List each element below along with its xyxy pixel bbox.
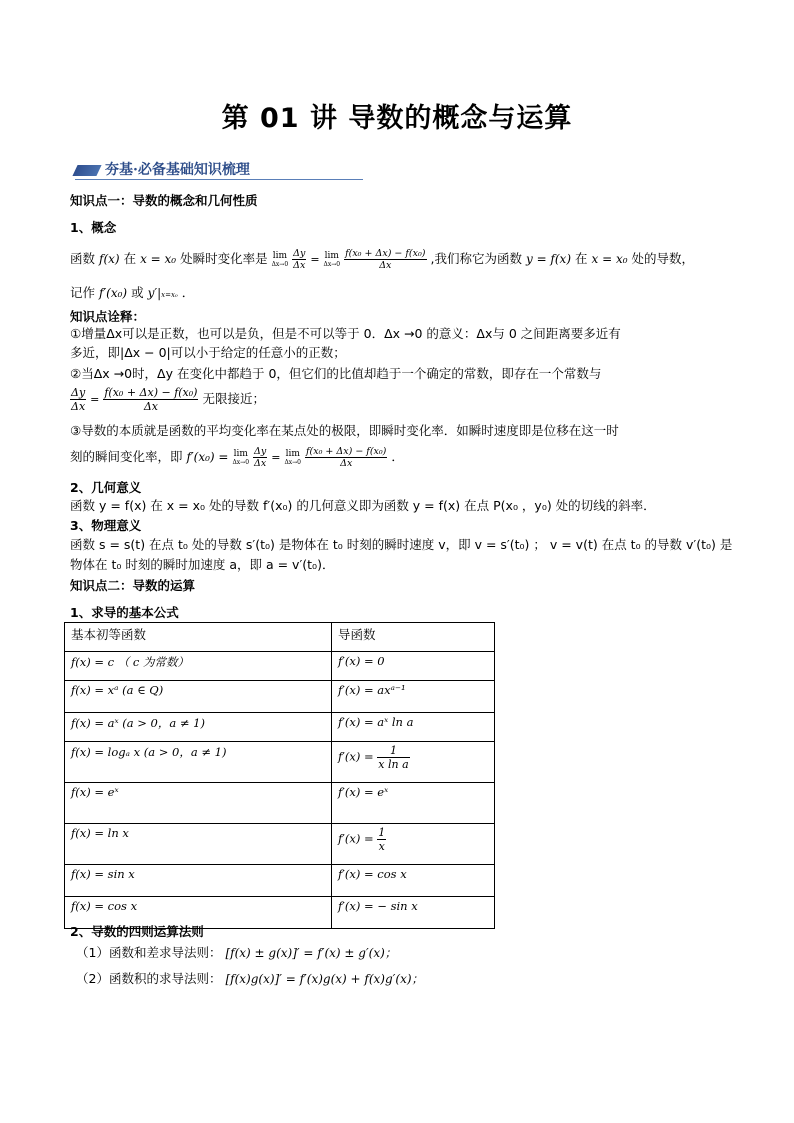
table-cell: f′(x) = aˣ ln a [332,713,495,742]
numerator: Δy [293,248,306,259]
text: 在 [575,251,588,266]
knowledge-point-2: 知识点二：导数的运算 [70,578,196,593]
text: 无限接近； [202,391,265,406]
denominator: Δx [340,458,353,469]
text: 处的导数， [631,251,695,266]
table-cell: f(x) = aˣ (a > 0，a ≠ 1) [65,713,332,742]
table-row [65,713,495,742]
formula: f′(x₀) = [186,450,229,464]
numerator: Δy [71,386,86,399]
formula: x = x₀ [591,252,628,266]
table-row [65,865,495,897]
heading-rules: 2、导数的四则运算法则 [70,924,204,939]
heading-concept: 1、概念 [70,220,117,235]
text: 处瞬时变化率是 [180,251,268,266]
explanation-2: ②当Δx →0时，Δy 在变化中都趋于 0，但它们的比值却趋于一个确定的常数，即存在一个常数与 [70,366,602,381]
table-cell: f(x) = eˣ [65,783,332,824]
table-cell [332,742,495,783]
fraction [377,826,386,853]
rule-product [76,971,424,987]
lim-text: lim [233,448,248,459]
formula: f′(x) = [338,831,374,846]
formula-sub: x=x₀ [161,291,178,299]
fraction-dy-dx [70,386,86,413]
explanation-3: ③导数的本质就是函数的平均变化率在某点处的极限，即瞬时变化率．如瞬时速度即是位移在这一时 [70,423,619,438]
text: 或 [131,285,144,300]
table-row [65,681,495,713]
numerator: f(x₀ + Δx) − f(x₀) [305,446,387,457]
heading-geometric: 2、几何意义 [70,480,142,495]
table-cell: f(x) = ln x [65,824,332,865]
table-cell: f(x) = sin x [65,865,332,897]
denominator: x [378,840,385,853]
formula: x = x₀ [140,252,177,266]
banner-underline [75,179,363,180]
lim-sub: Δx→0 [323,260,341,268]
text: ． [181,285,195,300]
table-row [65,742,495,783]
denominator: Δx [254,458,267,469]
table-cell: f(x) = c （ c 为常数） [65,652,332,681]
text: 函数 [70,251,96,266]
formula: y = f(x) [525,252,572,266]
lim-text: lim [272,250,287,261]
table-header: 基本初等函数 [65,623,332,652]
geometric-meaning: 函数 y = f(x) 在 x = x₀ 处的导数 f′(x₀) 的几何意义即为函数 y = f(x) 在点 P(x₀ ，y₀) 处的切线的斜率． [70,498,656,513]
numerator: f(x₀ + Δx) − f(x₀) [104,386,198,399]
explanation-1b: 多近，即|Δx − 0|可以小于给定的任意小的正数； [70,345,346,360]
formula: f′(x₀) [99,286,128,300]
fraction-difference-quotient [103,386,198,413]
formula: f′(x) = [338,749,374,764]
denominator: Δx [143,400,158,413]
explanation-heading: 知识点诠释： [70,309,146,324]
table-header-row [65,623,495,652]
limit-symbol [284,450,301,466]
table-cell [332,824,495,865]
fraction-difference-quotient [344,248,426,271]
text: ． [391,449,404,464]
explanation-2b: $\frac{\Delta y}{\Delta x}$ = $\frac{\text{f(x₀ + Δx) − f(x₀)}}{\Delta x}$ 无限接近； [71,386,265,413]
formula: [f(x)g(x)]′ = f′(x)g(x) + f(x)g′(x)； [225,972,424,986]
text: （1）函数和差求导法则： [76,945,222,960]
derivative-table [64,622,495,929]
fraction-dy-dx [253,446,267,469]
fraction [377,744,409,771]
table-row [65,783,495,824]
fraction-dy-dx [292,248,306,271]
page-title: 第 01 讲 导数的概念与运算 [221,103,573,134]
formula: [f(x) ± g(x)]′ = f′(x) ± g′(x)； [225,946,397,960]
denominator: Δx [293,260,306,271]
lim-sub: Δx→0 [271,260,289,268]
text: 记作 [70,285,96,300]
table-cell: f′(x) = − sin x [332,897,495,929]
numerator: Δy [254,446,267,457]
text: （2）函数积的求导法则： [76,971,222,986]
section-banner [75,158,365,182]
lim-sub: Δx→0 [284,458,301,466]
table-cell: f′(x) = eˣ [332,783,495,824]
numerator: f(x₀ + Δx) − f(x₀) [345,248,426,259]
text: 在 [123,251,137,266]
denominator: Δx [71,400,86,413]
lim-sub: Δx→0 [232,458,250,466]
table-header: 导函数 [332,623,495,652]
physical-meaning-2: 物体在 t₀ 时刻的瞬时加速度 a，即 a = v′(t₀)． [70,557,335,572]
text: 刻的瞬间变化率，即 [70,449,183,464]
table-cell: f(x) = cos x [65,897,332,929]
text: ,我们称它为函数 [430,251,522,266]
knowledge-point-1: 知识点一：导数的概念和几何性质 [70,193,258,208]
explanation-1: ①增量Δx可以是正数，也可以是负，但是不可以等于 0．Δx →0 的意义：Δx与 0 之间距离要多近有 [70,326,621,341]
limit-symbol [272,252,289,268]
heading-physical: 3、物理意义 [70,518,142,533]
table-cell: f′(x) = axᵃ⁻¹ [332,681,495,713]
concept-line-2 [70,285,194,303]
explanation-3b: 刻的瞬间变化率，即 f′(x₀) = lim Δx→0 $\frac{\Delta y}{\Delta x}$ = lim Δx→0 $\frac{\text{f(x₀ + Δx) − f(x₀)}}{\Delta x}$ ． [70,446,404,469]
table-cell: f′(x) = cos x [332,865,495,897]
formula: y′| [147,286,162,300]
table-cell: f(x) = xᵃ (a ∈ Q) [65,681,332,713]
section-title: 夯基·必备基础知识梳理 [105,162,250,178]
numerator: 1 [378,826,386,839]
table-row [65,652,495,681]
numerator: 1 [377,744,409,758]
concept-line-1: 函数 f(x) 在 x = x₀ 处瞬时变化率是 lim Δx→0 $\frac{\Delta y}{\Delta x}$ = lim Δx→0 $\frac{\text{f(x₀ + Δx) − f(x₀)}}{\Delta x}$ ,我们称它为函数 y = f(x) 在 x = x₀ 处的导数， [70,248,695,271]
table-cell: f′(x) = 0 [332,652,495,681]
table-row [65,824,495,865]
heading-basic-formulas: 1、求导的基本公式 [70,605,179,620]
lim-text: lim [324,250,339,261]
limit-symbol [232,450,249,466]
rule-sum [76,945,397,961]
denominator: Δx [379,260,392,271]
table-cell: f(x) = logₐ x (a > 0，a ≠ 1) [65,742,332,783]
formula: f(x) [99,252,120,266]
limit-symbol [324,252,341,268]
physical-meaning-1: 函数 s = s(t) 在点 t₀ 处的导数 s′(t₀) 是物体在 t₀ 时刻的瞬时速度 v，即 v = s′(t₀) ； v = v(t) 在点 t₀ 的导数 v′(t₀) 是 [70,537,733,552]
banner-bar [72,165,101,176]
denominator: x ln a [378,758,409,771]
lim-text: lim [285,448,300,459]
fraction-difference-quotient [305,446,387,469]
